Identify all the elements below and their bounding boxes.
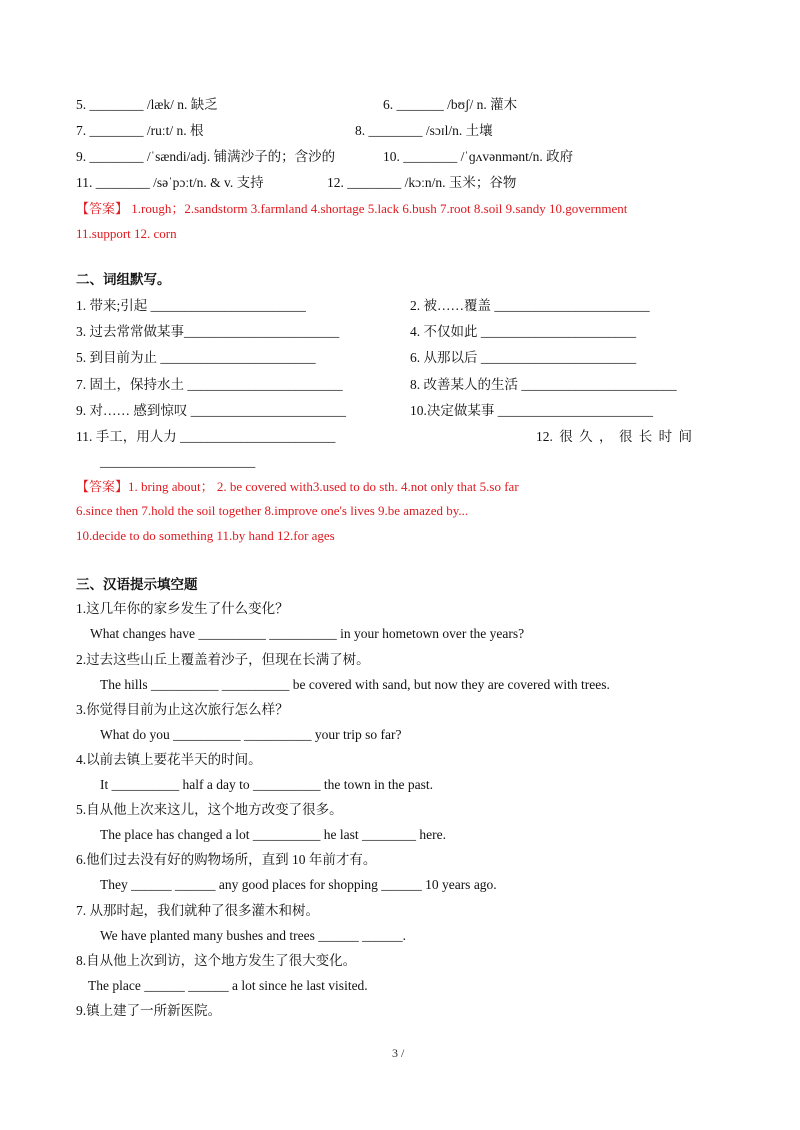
vocab-item-7: 7. ________ /ruːt/ n. 根 (76, 123, 204, 138)
fill-question-3-english: What do you __________ __________ your trip so far? (100, 727, 402, 742)
fill-question-9-chinese: 9.镇上建了一所新医院。 (76, 1003, 222, 1018)
fill-question-1-chinese: 1.这几年你的家乡发生了什么变化？ (76, 601, 289, 616)
fill-question-4-chinese: 4.以前去镇上要花半天的时间。 (76, 752, 262, 767)
page-number: 3 / (392, 1046, 405, 1060)
vocab-item-6: 6. _______ /bʊʃ/ n. 灌木 (383, 97, 518, 112)
phrase-item-7: 7. 固土，保持水土 _______________________ (76, 377, 343, 392)
vocab-item-5: 5. ________ /læk/ n. 缺乏 (76, 97, 218, 112)
phrase-answer-line-3: 10.decide to do something 11.by hand 12.for ages (76, 528, 335, 543)
phrase-item-3: 3. 过去常常做某事_______________________ (76, 324, 340, 339)
fill-question-7-english: We have planted many bushes and trees ______ ______. (100, 928, 406, 943)
phrase-item-12-blank: _______________________ (100, 454, 256, 469)
phrase-item-10: 10.决定做某事 _______________________ (410, 403, 653, 418)
section-heading-fill: 三、汉语提示填空题 (76, 577, 198, 592)
phrase-item-2: 2. 被……覆盖 _______________________ (410, 298, 650, 313)
phrase-item-6: 6. 从那以后 _______________________ (410, 350, 637, 365)
vocab-item-9: 9. ________ /ˈsændi/adj. 铺满沙子的；含沙的 (76, 149, 336, 164)
fill-question-2-english: The hills __________ __________ be covered with sand, but now they are covered with trees. (100, 677, 610, 692)
vocab-item-10: 10. ________ /ˈɡʌvənmənt/n. 政府 (383, 149, 574, 164)
phrase-answer-line-1: 【答案】1. bring about； 2. be covered with3.used to do sth. 4.not only that 5.so far (76, 479, 519, 494)
fill-question-2-chinese: 2.过去这些山丘上覆盖着沙子，但现在长满了树。 (76, 652, 370, 667)
vocab-answer-line-1: 【答案】 1.rough；2.sandstorm 3.farmland 4.shortage 5.lack 6.bush 7.root 8.soil 9.sandy 10.government (76, 201, 628, 216)
vocab-item-12: 12. ________ /kɔːn/n. 玉米；谷物 (327, 175, 517, 190)
phrase-item-12: 12. 很 久 ， 很 长 时 间 (536, 429, 692, 444)
vocab-item-8: 8. ________ /sɔɪl/n. 土壤 (355, 123, 493, 138)
phrase-item-1: 1. 带来;引起 _______________________ (76, 298, 306, 313)
vocab-answer-line-2: 11.support 12. corn (76, 226, 177, 241)
section-heading-phrases: 二、词组默写。 (76, 272, 171, 287)
fill-question-8-english: The place ______ ______ a lot since he last visited. (88, 978, 368, 993)
fill-question-5-english: The place has changed a lot __________ he last ________ here. (100, 827, 447, 842)
phrase-item-11: 11. 手工，用人力 _______________________ (76, 429, 336, 444)
fill-question-4-english: It __________ half a day to __________ the town in the past. (100, 777, 433, 792)
fill-question-8-chinese: 8.自从他上次到访，这个地方发生了很大变化。 (76, 953, 357, 968)
fill-question-5-chinese: 5.自从他上次来这儿，这个地方改变了很多。 (76, 802, 343, 817)
fill-question-1-english: What changes have __________ __________ in your hometown over the years? (90, 626, 525, 641)
phrase-item-4: 4. 不仅如此 _______________________ (410, 324, 637, 339)
phrase-answer-line-2: 6.since then 7.hold the soil together 8.improve one's lives 9.be amazed by... (76, 503, 469, 518)
fill-question-6-chinese: 6.他们过去没有好的购物场所，直到 10 年前才有。 (76, 852, 377, 867)
vocab-item-11: 11. ________ /səˈpɔːt/n. & v. 支持 (76, 175, 264, 190)
phrase-item-8: 8. 改善某人的生活 _______________________ (410, 377, 677, 392)
fill-question-6-english: They ______ ______ any good places for shopping ______ 10 years ago. (100, 877, 497, 892)
phrase-item-9: 9. 对…… 感到惊叹 _______________________ (76, 403, 346, 418)
fill-question-7-chinese: 7. 从那时起，我们就种了很多灌木和树。 (76, 903, 319, 918)
fill-question-3-chinese: 3.你觉得目前为止这次旅行怎么样？ (76, 702, 289, 717)
phrase-item-5: 5. 到目前为止 _______________________ (76, 350, 316, 365)
